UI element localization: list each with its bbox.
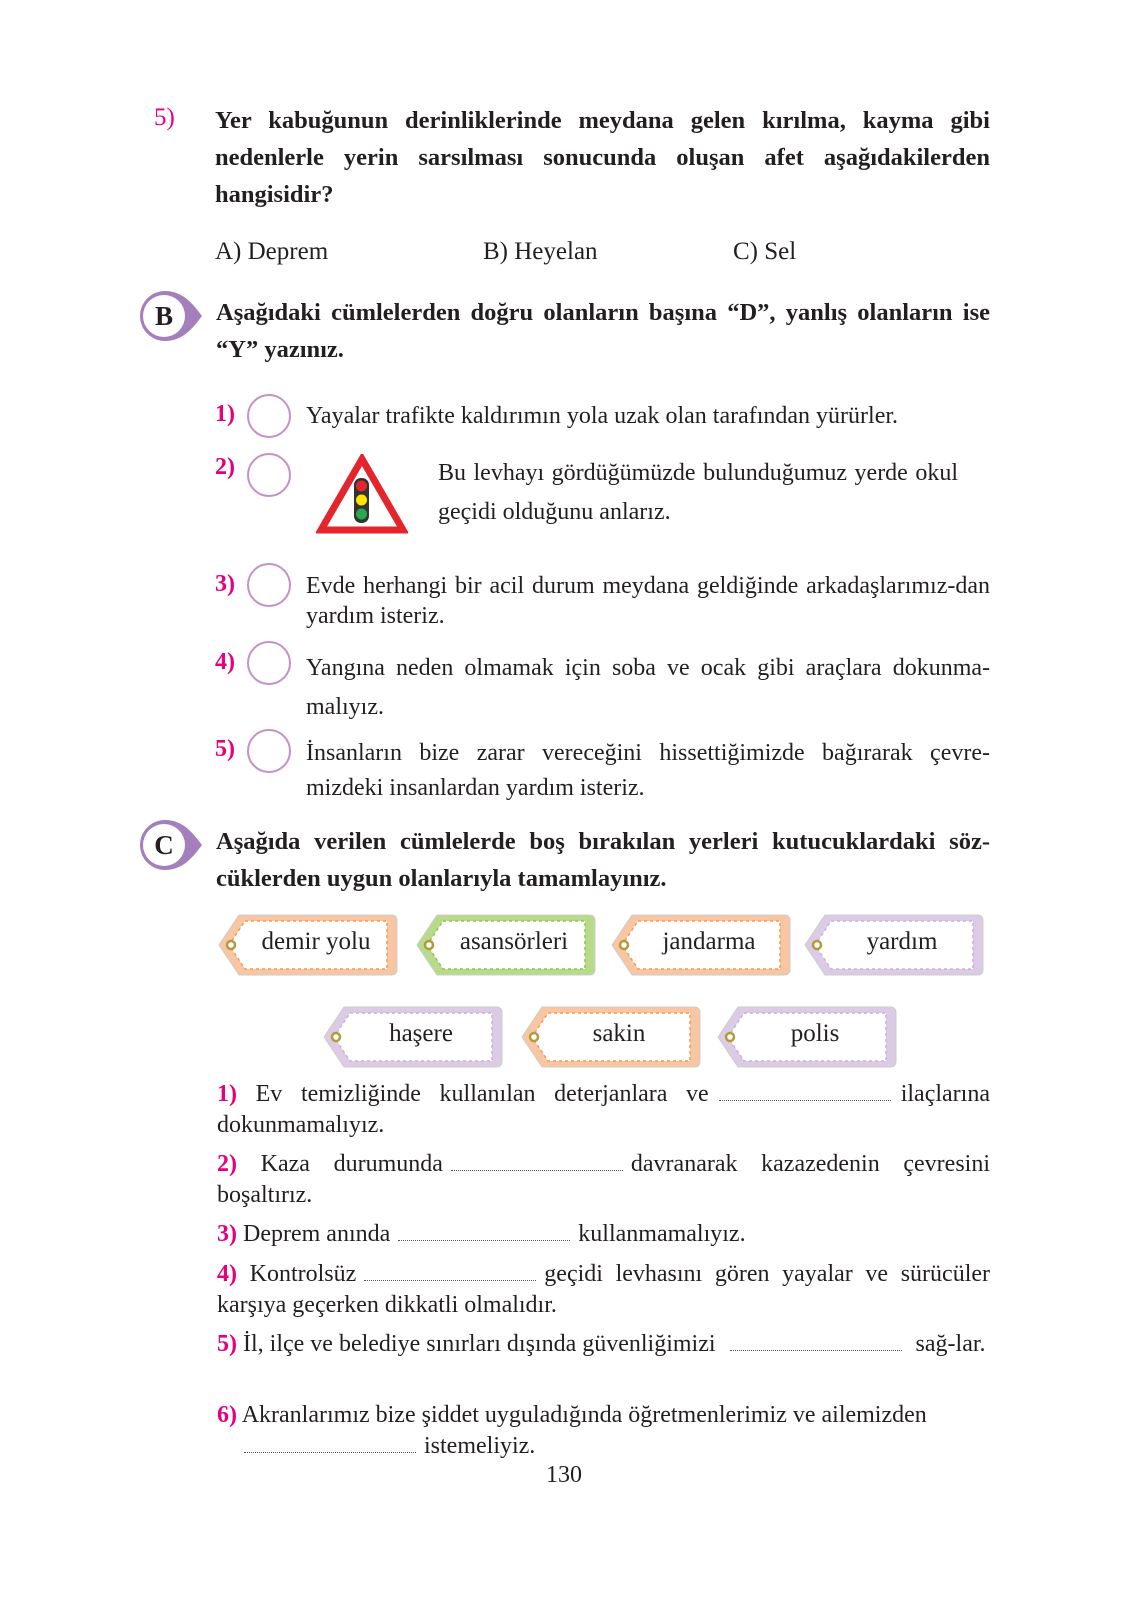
word-tag: [520, 1005, 700, 1067]
item-number: 5): [217, 1331, 237, 1357]
answer-circle[interactable]: [247, 563, 291, 607]
option-c[interactable]: C) Sel: [733, 238, 797, 265]
option-b[interactable]: B) Heyelan: [483, 238, 598, 265]
statement-text: Yayalar trafikte kaldırımın yola uzak olan tarafından yürürler.: [306, 403, 899, 429]
tag-label: sakin: [592, 1020, 646, 1047]
word-tag: [610, 913, 790, 975]
statement-text: Evde herhangi bir acil durum meydana geldiğinde arkadaşlarımız-dan yardım isteriz.: [306, 573, 990, 629]
blank-field[interactable]: [398, 1239, 570, 1241]
blank-field[interactable]: [719, 1099, 891, 1101]
item-number: 1): [215, 401, 235, 427]
item-number: 3): [215, 571, 235, 597]
item-number: 3): [217, 1221, 237, 1247]
option-a[interactable]: A) Deprem: [215, 238, 329, 265]
tag-label: polis: [790, 1020, 840, 1047]
fill-item: [217, 1400, 990, 1462]
fill-item: [217, 1329, 990, 1360]
section-b-badge: [138, 289, 200, 343]
word-tag: [415, 913, 595, 975]
blank-field[interactable]: [364, 1279, 536, 1281]
question-text: Yer kabuğunun derinliklerinde meydana gelen kırılma, kayma gibi nedenlerle yerin sarsılması sonucunda oluşan afet aşağıdakilerden hangisidir?: [215, 107, 990, 208]
tag-label: jandarma: [662, 928, 756, 955]
section-c-badge: [138, 818, 200, 872]
section-b-instruction: Aşağıdaki cümlelerden doğru olanların başına “D”, yanlış olanların ise “Y” yazınız.: [216, 299, 990, 363]
item-text: Akranlarımız bize şiddet uyguladığında öğretmenlerimiz ve ailemizden: [241, 1402, 927, 1428]
tag-label: demir yolu: [261, 928, 371, 955]
item-text: İl, ilçe ve belediye sınırları dışında güvenliğimizi: [243, 1331, 716, 1357]
blank-field[interactable]: [451, 1169, 623, 1171]
item-number: 4): [217, 1261, 237, 1287]
section-letter: C: [154, 830, 174, 860]
page-number: 130: [546, 1462, 582, 1488]
item-number: 1): [217, 1081, 237, 1107]
blank-field[interactable]: [730, 1349, 902, 1351]
item-text: istemeliyiz.: [424, 1433, 536, 1459]
item-text: ilaçlarına dokunmamalıyız.: [217, 1081, 990, 1138]
item-text: Kontrolsüz: [249, 1261, 357, 1287]
section-c-instruction: Aşağıda verilen cümlelerde boş bırakılan yerleri kutucuklardaki söz-cüklerden uygun olanlarıyla tamamlayınız.: [216, 828, 990, 892]
fill-item: [217, 1259, 990, 1321]
item-number: 6): [217, 1402, 237, 1428]
statement-text: Bu levhayı gördüğümüzde bulunduğumuz yerde okul geçidi olduğunu anlarız.: [438, 460, 958, 525]
traffic-light-warning-sign-icon: [316, 454, 408, 534]
question-number: 5): [154, 104, 175, 131]
item-text: sağ-lar.: [915, 1331, 986, 1357]
tag-label: yardım: [866, 928, 938, 955]
item-text: Ev temizliğinde kullanılan deterjanlara ve: [255, 1081, 709, 1107]
item-number: 4): [215, 649, 235, 675]
statement-text: Yangına neden olmamak için soba ve ocak gibi araçlara dokunma-malıyız.: [306, 655, 990, 720]
item-text: Deprem anında: [243, 1221, 391, 1247]
tag-label: asansörleri: [459, 928, 569, 955]
item-text: Kaza durumunda: [260, 1151, 443, 1177]
fill-item: [217, 1219, 990, 1250]
word-tag: [716, 1005, 896, 1067]
word-tag: [322, 1005, 502, 1067]
answer-circle[interactable]: [247, 453, 291, 497]
item-number: 5): [215, 736, 235, 762]
section-letter: B: [154, 301, 173, 331]
item-number: 2): [215, 454, 235, 480]
item-text: geçidi levhasını gören yayalar ve sürücüler karşıya geçerken dikkatli olmalıdır.: [217, 1261, 990, 1318]
tag-label: haşere: [389, 1020, 453, 1047]
answer-circle[interactable]: [247, 641, 291, 685]
fill-item: [217, 1149, 990, 1211]
statement-text: İnsanların bize zarar vereceğini hissettiğimizde bağırarak çevre-mizdeki insanlardan yardım isteriz.: [306, 740, 990, 801]
answer-circle[interactable]: [247, 394, 291, 438]
item-text: davranarak kazazedenin çevresini boşaltırız.: [217, 1151, 990, 1208]
fill-item: [217, 1079, 990, 1141]
item-text: kullanmamalıyız.: [578, 1221, 746, 1247]
word-tag: [217, 913, 397, 975]
answer-circle[interactable]: [247, 729, 291, 773]
blank-field[interactable]: [244, 1451, 416, 1453]
item-number: 2): [217, 1151, 237, 1177]
word-tag: [803, 913, 983, 975]
